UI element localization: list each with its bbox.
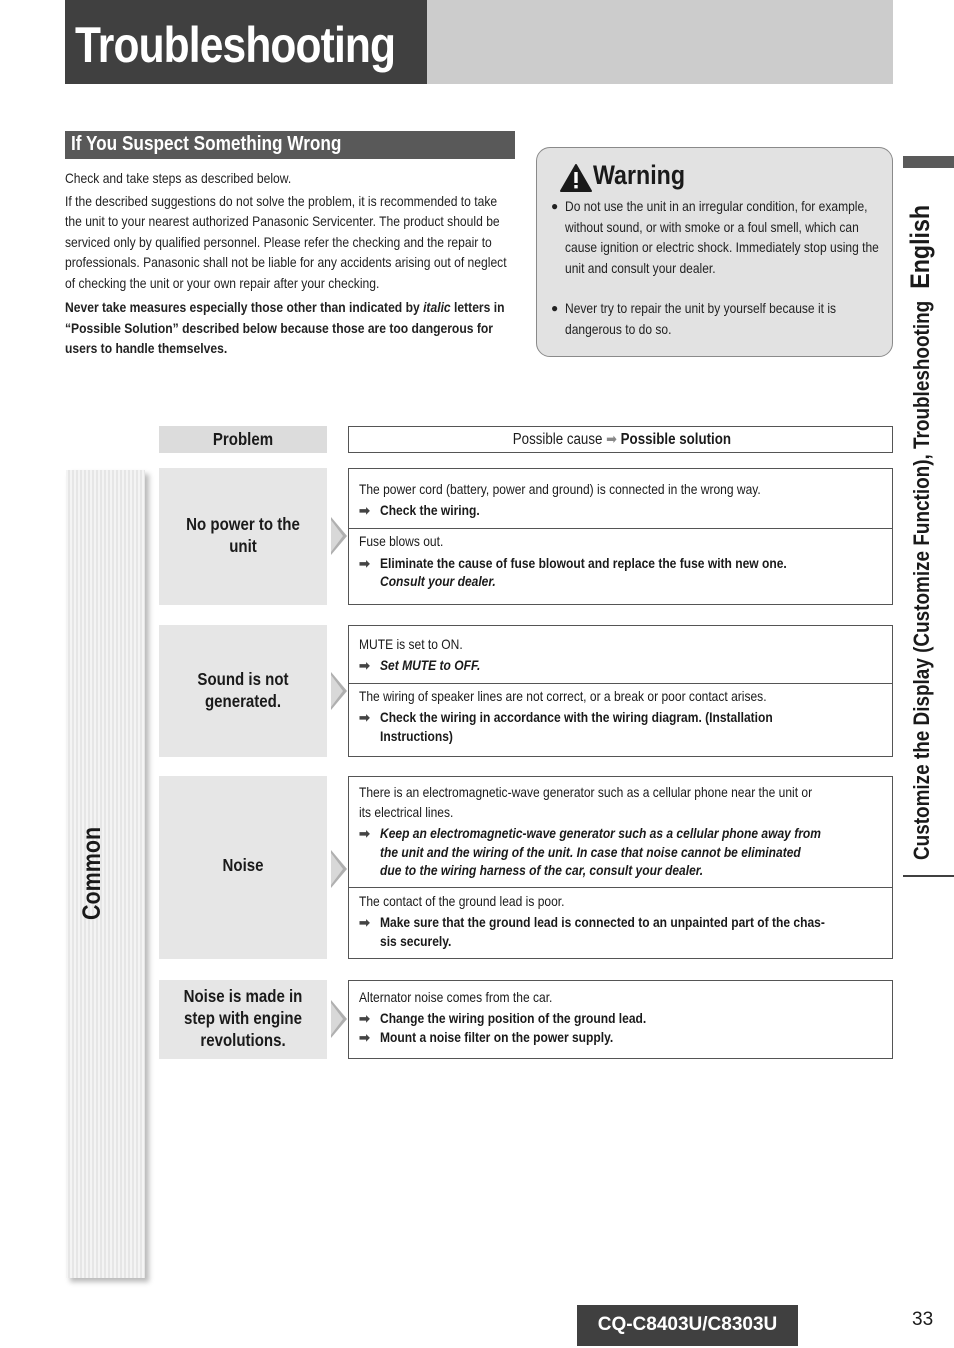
problem-text: Noise is made in step with engine revolutions. <box>183 986 303 1050</box>
intro-caution-italic: italic <box>423 299 451 315</box>
solution-cell <box>348 980 893 1059</box>
solution-text-cont: the unit and the wiring of the unit. In case that noise cannot be eliminated <box>380 844 801 860</box>
arrow-icon: ➡ <box>359 1011 370 1026</box>
arrow-icon: ➡ <box>359 658 370 673</box>
solution-cell <box>348 776 893 959</box>
header-solution-text: Possible solution <box>620 431 731 448</box>
solution-cell <box>348 625 893 757</box>
solution-text-cont: Consult your dealer. <box>380 573 496 589</box>
row-pointer-icon <box>331 672 347 710</box>
section-heading-text: If You Suspect Something Wrong <box>71 133 342 155</box>
warning-box <box>536 147 893 357</box>
problem-cell <box>159 980 327 1059</box>
page-number: 33 <box>912 1309 934 1330</box>
solution-text: ➡ Make sure that the ground lead is connected to an unpainted part of the chas- <box>359 914 825 930</box>
warning-item-text: Do not use the unit in an irregular condition, for example, without sound, or with smoke or a foul smell, which can cause ignition or electric shock. Immediately stop using the unit and consult your dealer. <box>565 198 879 276</box>
cause-solution-pair <box>349 887 892 958</box>
solution-text: ➡ Eliminate the cause of fuse blowout and replace the fuse with new one. <box>359 555 787 571</box>
solution-text: ➡ Mount a noise filter on the power supply. <box>359 1029 614 1045</box>
cause-solution-pair <box>349 626 892 683</box>
problem-cell <box>159 776 327 959</box>
cause-text: MUTE is set to ON. <box>359 636 463 652</box>
category-label-text: Common <box>78 826 106 920</box>
intro-paragraph-2: If the described suggestions do not solve the problem, it is recommended to take the unit to your nearest authorized Panasonic Servicenter. The product should be serviced only by qualified personnel. Please refer the checking and the repair to professionals. Panasonic shall not be liable for any accidents arising out of neglect of checking the unit or your own repair after your checking. <box>65 192 507 291</box>
bullet-icon: ● <box>551 199 559 213</box>
arrow-icon: ➡ <box>359 826 370 841</box>
category-label <box>78 812 107 920</box>
header-cause-solution <box>348 426 893 453</box>
cause-solution-pair <box>349 777 892 887</box>
problem-text: No power to the unit <box>186 514 300 556</box>
side-tab-divider <box>903 875 954 877</box>
side-tab <box>905 180 945 860</box>
problem-cell <box>159 625 327 757</box>
cause-solution-pair <box>349 981 892 1058</box>
intro-caution-a: Never take measures especially those other than indicated by <box>65 299 424 315</box>
warning-item-text: Never try to repair the unit by yourself because it is dangerous to do so. <box>565 300 837 337</box>
arrow-icon: ➡ <box>359 503 370 518</box>
warning-title: Warning <box>593 160 686 190</box>
bullet-icon: ● <box>551 301 559 315</box>
title-bar <box>65 0 427 84</box>
solution-text: ➡ Change the wiring position of the ground lead. <box>359 1010 647 1026</box>
page-title: Troubleshooting <box>75 17 396 73</box>
header-cause-text: Possible cause <box>512 431 603 448</box>
cause-solution-pair <box>349 683 892 756</box>
intro-text <box>65 168 515 359</box>
model-number-badge <box>577 1305 798 1346</box>
solution-text: ➡ Check the wiring. <box>359 502 480 518</box>
section-heading <box>65 131 515 159</box>
side-section-label: Customize the Display (Customize Function), Troubleshooting <box>909 300 934 860</box>
side-tab-marker <box>903 156 954 168</box>
problem-text: Noise <box>222 855 264 875</box>
cause-text: The power cord (battery, power and ground) is connected in the wrong way. <box>359 481 761 497</box>
warning-triangle-icon <box>559 163 593 193</box>
arrow-icon: ➡ <box>359 915 370 930</box>
arrow-icon: ➡ <box>359 556 370 571</box>
intro-caution-b: letters in “Possible Solution” described below because those are too dangerous for users to handle themselves. <box>65 299 505 356</box>
header-problem-text: Problem <box>212 429 274 449</box>
cause-text: The wiring of speaker lines are not correct, or a break or poor contact arises. <box>359 688 767 704</box>
cause-text: Fuse blows out. <box>359 533 444 549</box>
problem-cell <box>159 468 327 605</box>
solution-text-cont: sis securely. <box>380 933 452 949</box>
intro-paragraph-1: Check and take steps as described below. <box>65 170 292 186</box>
solution-text: ➡ Check the wiring in accordance with the wiring diagram. (Installation <box>359 709 773 725</box>
solution-text: ➡ Set MUTE to OFF. <box>359 657 481 673</box>
arrow-icon: ➡ <box>359 710 370 725</box>
cause-text: There is an electromagnetic-wave generator such as a cellular phone near the unit or <box>359 784 813 800</box>
model-number: CQ-C8403U/C8303U <box>597 1314 778 1335</box>
header-problem <box>159 426 327 453</box>
row-pointer-icon <box>331 1000 347 1038</box>
problem-text: Sound is not generated. <box>197 669 289 711</box>
side-language-label: English <box>905 204 935 289</box>
cause-text: The contact of the ground lead is poor. <box>359 893 565 909</box>
row-pointer-icon <box>331 517 347 555</box>
cause-solution-pair <box>349 469 892 528</box>
solution-text: ➡ Keep an electromagnetic-wave generator such as a cellular phone away from <box>359 825 821 841</box>
arrow-icon: ➡ <box>605 431 617 448</box>
row-pointer-icon <box>331 850 347 888</box>
title-bar-fill <box>427 0 893 84</box>
cause-text-cont: its electrical lines. <box>359 804 454 820</box>
solution-cell <box>348 468 893 605</box>
cause-text: Alternator noise comes from the car. <box>359 989 553 1005</box>
intro-caution <box>65 297 515 359</box>
solution-text-cont: Instructions) <box>380 728 453 744</box>
arrow-icon: ➡ <box>359 1030 370 1045</box>
solution-text-cont: due to the wiring harness of the car, consult your dealer. <box>380 862 704 878</box>
cause-solution-pair <box>349 528 892 604</box>
